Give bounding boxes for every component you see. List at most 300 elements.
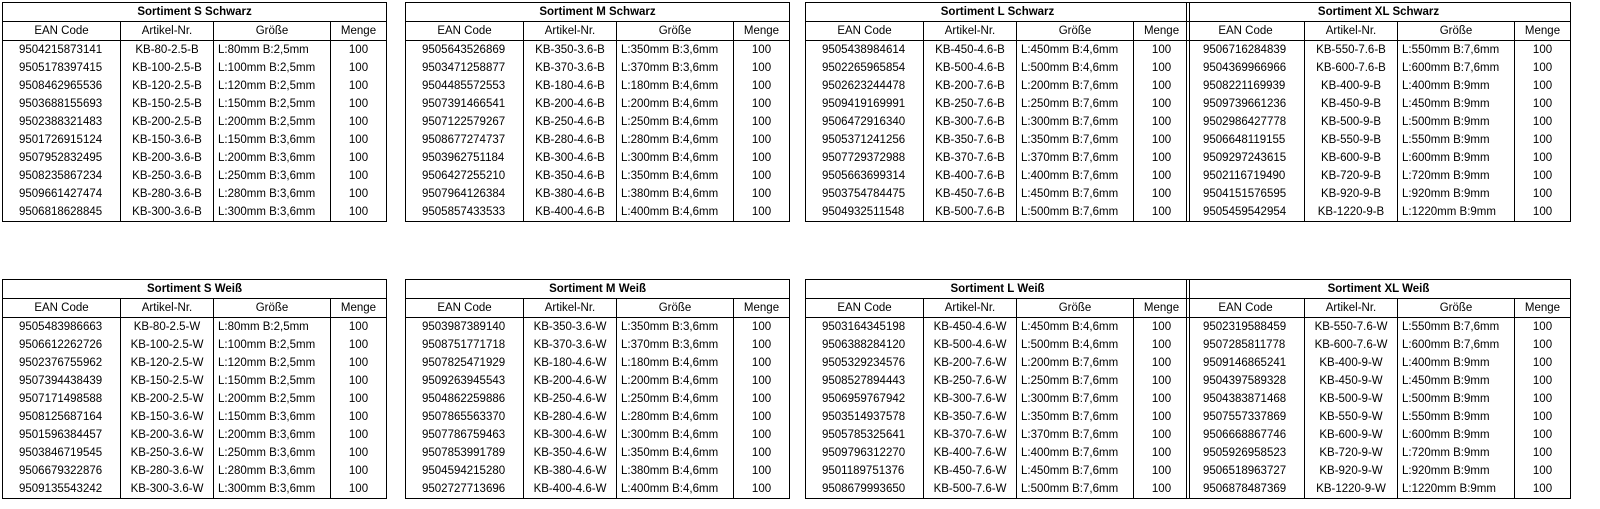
table-row xyxy=(806,131,1190,149)
table-row xyxy=(3,426,387,444)
menge-cell: 100 xyxy=(1515,336,1571,354)
groesse-cell: L:450mm B:4,6mm xyxy=(1017,41,1134,60)
groesse-cell: L:120mm B:2,5mm xyxy=(214,77,331,95)
groesse-cell: L:150mm B:2,5mm xyxy=(214,372,331,390)
table-row xyxy=(406,336,790,354)
menge-cell: 100 xyxy=(1134,131,1190,149)
ean-cell: 9505459542954 xyxy=(1187,203,1305,222)
menge-cell: 100 xyxy=(1134,41,1190,60)
table-row xyxy=(3,149,387,167)
menge-cell: 100 xyxy=(734,444,790,462)
ean-cell: 9506818628845 xyxy=(3,203,121,222)
table-row xyxy=(3,185,387,203)
table-row xyxy=(806,318,1190,337)
ean-cell: 9508677274737 xyxy=(406,131,524,149)
sortiment-table xyxy=(1186,279,1571,499)
menge-cell: 100 xyxy=(1515,59,1571,77)
artikel-cell: KB-350-3.6-B xyxy=(524,41,617,60)
artikel-cell: KB-180-4.6-W xyxy=(524,354,617,372)
ean-cell: 9504932511548 xyxy=(806,203,924,222)
table-row xyxy=(1187,372,1571,390)
menge-cell: 100 xyxy=(1134,185,1190,203)
menge-cell: 100 xyxy=(1134,167,1190,185)
ean-cell: 9507729372988 xyxy=(806,149,924,167)
groesse-cell: L:380mm B:4,6mm xyxy=(617,185,734,203)
ean-cell: 9507557337869 xyxy=(1187,408,1305,426)
ean-cell: 9506878487369 xyxy=(1187,480,1305,499)
ean-cell: 9508221169939 xyxy=(1187,77,1305,95)
table-row xyxy=(406,318,790,337)
column-header-menge: Menge xyxy=(734,22,790,41)
column-header-artikel: Artikel-Nr. xyxy=(924,22,1017,41)
column-header-artikel: Artikel-Nr. xyxy=(121,22,214,41)
ean-cell: 9509146865241 xyxy=(1187,354,1305,372)
groesse-cell: L:150mm B:3,6mm xyxy=(214,131,331,149)
artikel-cell: KB-200-4.6-W xyxy=(524,372,617,390)
sortiment-table xyxy=(805,2,1190,222)
menge-cell: 100 xyxy=(734,203,790,222)
ean-cell: 9508235867234 xyxy=(3,167,121,185)
ean-cell: 9507964126384 xyxy=(406,185,524,203)
artikel-cell: KB-200-3.6-W xyxy=(121,426,214,444)
table-row xyxy=(406,185,790,203)
table-row xyxy=(806,444,1190,462)
artikel-cell: KB-450-4.6-W xyxy=(924,318,1017,337)
table-row xyxy=(1187,59,1571,77)
ean-cell: 9506679322876 xyxy=(3,462,121,480)
table-row xyxy=(806,185,1190,203)
groesse-cell: L:150mm B:3,6mm xyxy=(214,408,331,426)
table-title: Sortiment L Schwarz xyxy=(806,3,1190,22)
menge-cell: 100 xyxy=(331,336,387,354)
table-row xyxy=(3,203,387,222)
ean-cell: 9502376755962 xyxy=(3,354,121,372)
groesse-cell: L:600mm B:9mm xyxy=(1398,149,1515,167)
menge-cell: 100 xyxy=(331,77,387,95)
groesse-cell: L:150mm B:2,5mm xyxy=(214,95,331,113)
table-row xyxy=(806,480,1190,499)
column-header-menge: Menge xyxy=(1134,22,1190,41)
table-row xyxy=(806,77,1190,95)
ean-cell: 9506518963727 xyxy=(1187,462,1305,480)
table-row xyxy=(406,426,790,444)
artikel-cell: KB-350-7.6-W xyxy=(924,408,1017,426)
ean-cell: 9508125687164 xyxy=(3,408,121,426)
sortiment-table xyxy=(805,279,1190,499)
ean-cell: 9505857433533 xyxy=(406,203,524,222)
menge-cell: 100 xyxy=(734,185,790,203)
ean-cell: 9506472916340 xyxy=(806,113,924,131)
menge-cell: 100 xyxy=(1134,444,1190,462)
menge-cell: 100 xyxy=(1515,318,1571,337)
menge-cell: 100 xyxy=(331,113,387,131)
artikel-cell: KB-150-2.5-B xyxy=(121,95,214,113)
groesse-cell: L:280mm B:3,6mm xyxy=(214,185,331,203)
groesse-cell: L:400mm B:9mm xyxy=(1398,354,1515,372)
ean-cell: 9506612262726 xyxy=(3,336,121,354)
column-header-menge: Menge xyxy=(1134,299,1190,318)
groesse-cell: L:100mm B:2,5mm xyxy=(214,59,331,77)
ean-cell: 9505663699314 xyxy=(806,167,924,185)
table-row xyxy=(406,113,790,131)
table-row xyxy=(1187,131,1571,149)
menge-cell: 100 xyxy=(331,444,387,462)
menge-cell: 100 xyxy=(1515,462,1571,480)
table-row xyxy=(806,203,1190,222)
ean-cell: 9507391466541 xyxy=(406,95,524,113)
ean-cell: 9505329234576 xyxy=(806,354,924,372)
table-row xyxy=(1187,336,1571,354)
menge-cell: 100 xyxy=(734,426,790,444)
groesse-cell: L:370mm B:7,6mm xyxy=(1017,149,1134,167)
table-row xyxy=(806,354,1190,372)
artikel-cell: KB-100-2.5-W xyxy=(121,336,214,354)
sortiment-table xyxy=(2,279,387,499)
artikel-cell: KB-250-7.6-W xyxy=(924,372,1017,390)
ean-cell: 9503164345198 xyxy=(806,318,924,337)
menge-cell: 100 xyxy=(734,167,790,185)
sortiment-table xyxy=(405,279,790,499)
artikel-cell: KB-100-2.5-B xyxy=(121,59,214,77)
table-row xyxy=(806,149,1190,167)
column-header-menge: Menge xyxy=(1515,22,1571,41)
groesse-cell: L:1220mm B:9mm xyxy=(1398,480,1515,499)
table-title: Sortiment XL Schwarz xyxy=(1187,3,1571,22)
groesse-cell: L:200mm B:3,6mm xyxy=(214,426,331,444)
artikel-cell: KB-500-9-B xyxy=(1305,113,1398,131)
menge-cell: 100 xyxy=(734,149,790,167)
groesse-cell: L:400mm B:9mm xyxy=(1398,77,1515,95)
menge-cell: 100 xyxy=(1134,354,1190,372)
ean-cell: 9501726915124 xyxy=(3,131,121,149)
ean-cell: 9504862259886 xyxy=(406,390,524,408)
artikel-cell: KB-450-9-W xyxy=(1305,372,1398,390)
menge-cell: 100 xyxy=(1515,185,1571,203)
column-header-groesse: Größe xyxy=(214,22,331,41)
artikel-cell: KB-300-7.6-W xyxy=(924,390,1017,408)
artikel-cell: KB-200-2.5-W xyxy=(121,390,214,408)
table-row xyxy=(1187,408,1571,426)
menge-cell: 100 xyxy=(1515,354,1571,372)
menge-cell: 100 xyxy=(1134,113,1190,131)
table-row xyxy=(3,318,387,337)
ean-cell: 9507285811778 xyxy=(1187,336,1305,354)
menge-cell: 100 xyxy=(331,426,387,444)
artikel-cell: KB-350-7.6-B xyxy=(924,131,1017,149)
table-row xyxy=(806,372,1190,390)
artikel-cell: KB-200-7.6-B xyxy=(924,77,1017,95)
menge-cell: 100 xyxy=(331,59,387,77)
column-header-ean: EAN Code xyxy=(806,299,924,318)
artikel-cell: KB-1220-9-W xyxy=(1305,480,1398,499)
artikel-cell: KB-300-3.6-W xyxy=(121,480,214,499)
menge-cell: 100 xyxy=(1515,167,1571,185)
ean-cell: 9508751771718 xyxy=(406,336,524,354)
menge-cell: 100 xyxy=(734,336,790,354)
ean-cell: 9502388321483 xyxy=(3,113,121,131)
table-row xyxy=(406,444,790,462)
groesse-cell: L:920mm B:9mm xyxy=(1398,185,1515,203)
ean-cell: 9503514937578 xyxy=(806,408,924,426)
artikel-cell: KB-250-4.6-B xyxy=(524,113,617,131)
artikel-cell: KB-280-3.6-W xyxy=(121,462,214,480)
table-row xyxy=(1187,95,1571,113)
menge-cell: 100 xyxy=(1515,480,1571,499)
artikel-cell: KB-280-4.6-W xyxy=(524,408,617,426)
artikel-cell: KB-500-9-W xyxy=(1305,390,1398,408)
table-row xyxy=(406,149,790,167)
menge-cell: 100 xyxy=(1134,480,1190,499)
groesse-cell: L:350mm B:3,6mm xyxy=(617,41,734,60)
menge-cell: 100 xyxy=(1134,426,1190,444)
artikel-cell: KB-450-9-B xyxy=(1305,95,1398,113)
groesse-cell: L:200mm B:4,6mm xyxy=(617,95,734,113)
groesse-cell: L:450mm B:9mm xyxy=(1398,95,1515,113)
table-title: Sortiment M Weiß xyxy=(406,280,790,299)
table-row xyxy=(406,203,790,222)
artikel-cell: KB-1220-9-B xyxy=(1305,203,1398,222)
groesse-cell: L:500mm B:7,6mm xyxy=(1017,480,1134,499)
groesse-cell: L:350mm B:4,6mm xyxy=(617,167,734,185)
table-row xyxy=(1187,203,1571,222)
table-row xyxy=(806,408,1190,426)
groesse-cell: L:300mm B:7,6mm xyxy=(1017,113,1134,131)
ean-cell: 9504485572553 xyxy=(406,77,524,95)
artikel-cell: KB-120-2.5-W xyxy=(121,354,214,372)
table-row xyxy=(806,462,1190,480)
ean-cell: 9507122579267 xyxy=(406,113,524,131)
artikel-cell: KB-200-7.6-W xyxy=(924,354,1017,372)
column-header-ean: EAN Code xyxy=(3,299,121,318)
ean-cell: 9504594215280 xyxy=(406,462,524,480)
groesse-cell: L:200mm B:7,6mm xyxy=(1017,354,1134,372)
sortiment-table xyxy=(405,2,790,222)
artikel-cell: KB-300-3.6-B xyxy=(121,203,214,222)
artikel-cell: KB-300-4.6-B xyxy=(524,149,617,167)
table-title: Sortiment S Schwarz xyxy=(3,3,387,22)
groesse-cell: L:920mm B:9mm xyxy=(1398,462,1515,480)
groesse-cell: L:80mm B:2,5mm xyxy=(214,318,331,337)
groesse-cell: L:500mm B:7,6mm xyxy=(1017,203,1134,222)
menge-cell: 100 xyxy=(1515,131,1571,149)
ean-cell: 9506427255210 xyxy=(406,167,524,185)
table-row xyxy=(1187,462,1571,480)
ean-cell: 9505371241256 xyxy=(806,131,924,149)
groesse-cell: L:120mm B:2,5mm xyxy=(214,354,331,372)
ean-cell: 9502623244478 xyxy=(806,77,924,95)
ean-cell: 9505785325641 xyxy=(806,426,924,444)
menge-cell: 100 xyxy=(1134,372,1190,390)
menge-cell: 100 xyxy=(1134,59,1190,77)
artikel-cell: KB-200-2.5-B xyxy=(121,113,214,131)
column-header-menge: Menge xyxy=(1515,299,1571,318)
menge-cell: 100 xyxy=(331,318,387,337)
artikel-cell: KB-370-7.6-B xyxy=(924,149,1017,167)
groesse-cell: L:550mm B:7,6mm xyxy=(1398,41,1515,60)
artikel-cell: KB-250-3.6-B xyxy=(121,167,214,185)
table-title: Sortiment L Weiß xyxy=(806,280,1190,299)
ean-cell: 9503987389140 xyxy=(406,318,524,337)
table-row xyxy=(806,426,1190,444)
artikel-cell: KB-200-4.6-B xyxy=(524,95,617,113)
groesse-cell: L:600mm B:7,6mm xyxy=(1398,59,1515,77)
groesse-cell: L:350mm B:7,6mm xyxy=(1017,131,1134,149)
groesse-cell: L:250mm B:7,6mm xyxy=(1017,95,1134,113)
menge-cell: 100 xyxy=(1515,444,1571,462)
table-row xyxy=(1187,480,1571,499)
table-row xyxy=(3,462,387,480)
groesse-cell: L:370mm B:3,6mm xyxy=(617,336,734,354)
menge-cell: 100 xyxy=(734,59,790,77)
ean-cell: 9504215873141 xyxy=(3,41,121,60)
ean-cell: 9507825471929 xyxy=(406,354,524,372)
ean-cell: 9502265965854 xyxy=(806,59,924,77)
ean-cell: 9506648119155 xyxy=(1187,131,1305,149)
menge-cell: 100 xyxy=(331,149,387,167)
artikel-cell: KB-400-7.6-W xyxy=(924,444,1017,462)
artikel-cell: KB-600-9-B xyxy=(1305,149,1398,167)
column-header-groesse: Größe xyxy=(214,299,331,318)
groesse-cell: L:400mm B:4,6mm xyxy=(617,480,734,499)
menge-cell: 100 xyxy=(331,390,387,408)
artikel-cell: KB-250-3.6-W xyxy=(121,444,214,462)
ean-cell: 9506388284120 xyxy=(806,336,924,354)
artikel-cell: KB-370-3.6-B xyxy=(524,59,617,77)
artikel-cell: KB-400-4.6-W xyxy=(524,480,617,499)
ean-cell: 9506716284839 xyxy=(1187,41,1305,60)
ean-cell: 9507952832495 xyxy=(3,149,121,167)
ean-cell: 9502727713696 xyxy=(406,480,524,499)
groesse-cell: L:300mm B:3,6mm xyxy=(214,480,331,499)
groesse-cell: L:200mm B:2,5mm xyxy=(214,390,331,408)
menge-cell: 100 xyxy=(734,462,790,480)
ean-cell: 9507853991789 xyxy=(406,444,524,462)
column-header-ean: EAN Code xyxy=(406,299,524,318)
menge-cell: 100 xyxy=(734,390,790,408)
ean-cell: 9502986427778 xyxy=(1187,113,1305,131)
groesse-cell: L:550mm B:7,6mm xyxy=(1398,318,1515,337)
table-row xyxy=(3,444,387,462)
ean-cell: 9503471258877 xyxy=(406,59,524,77)
groesse-cell: L:300mm B:3,6mm xyxy=(214,203,331,222)
groesse-cell: L:280mm B:3,6mm xyxy=(214,462,331,480)
groesse-cell: L:280mm B:4,6mm xyxy=(617,131,734,149)
artikel-cell: KB-450-7.6-B xyxy=(924,185,1017,203)
table-row xyxy=(1187,77,1571,95)
menge-cell: 100 xyxy=(1515,426,1571,444)
groesse-cell: L:400mm B:7,6mm xyxy=(1017,444,1134,462)
artikel-cell: KB-400-4.6-B xyxy=(524,203,617,222)
groesse-cell: L:250mm B:3,6mm xyxy=(214,167,331,185)
artikel-cell: KB-350-3.6-W xyxy=(524,318,617,337)
artikel-cell: KB-500-4.6-B xyxy=(924,59,1017,77)
artikel-cell: KB-400-9-B xyxy=(1305,77,1398,95)
column-header-groesse: Größe xyxy=(1017,22,1134,41)
artikel-cell: KB-380-4.6-B xyxy=(524,185,617,203)
menge-cell: 100 xyxy=(331,372,387,390)
table-title: Sortiment S Weiß xyxy=(3,280,387,299)
menge-cell: 100 xyxy=(1134,462,1190,480)
column-header-ean: EAN Code xyxy=(1187,299,1305,318)
artikel-cell: KB-450-4.6-B xyxy=(924,41,1017,60)
artikel-cell: KB-380-4.6-W xyxy=(524,462,617,480)
menge-cell: 100 xyxy=(734,131,790,149)
table-row xyxy=(406,408,790,426)
groesse-cell: L:80mm B:2,5mm xyxy=(214,41,331,60)
ean-cell: 9509297243615 xyxy=(1187,149,1305,167)
groesse-cell: L:550mm B:9mm xyxy=(1398,408,1515,426)
menge-cell: 100 xyxy=(1515,149,1571,167)
table-row xyxy=(3,408,387,426)
groesse-cell: L:370mm B:3,6mm xyxy=(617,59,734,77)
artikel-cell: KB-300-7.6-B xyxy=(924,113,1017,131)
table-row xyxy=(406,390,790,408)
menge-cell: 100 xyxy=(1515,41,1571,60)
column-header-ean: EAN Code xyxy=(1187,22,1305,41)
table-row xyxy=(406,167,790,185)
table-row xyxy=(3,113,387,131)
menge-cell: 100 xyxy=(331,41,387,60)
artikel-cell: KB-500-4.6-W xyxy=(924,336,1017,354)
ean-cell: 9504383871468 xyxy=(1187,390,1305,408)
menge-cell: 100 xyxy=(734,408,790,426)
column-header-groesse: Größe xyxy=(1017,299,1134,318)
artikel-cell: KB-500-7.6-W xyxy=(924,480,1017,499)
menge-cell: 100 xyxy=(1134,149,1190,167)
menge-cell: 100 xyxy=(331,480,387,499)
groesse-cell: L:250mm B:7,6mm xyxy=(1017,372,1134,390)
ean-cell: 9509796312270 xyxy=(806,444,924,462)
column-header-groesse: Größe xyxy=(1398,22,1515,41)
groesse-cell: L:720mm B:9mm xyxy=(1398,167,1515,185)
table-row xyxy=(3,59,387,77)
groesse-cell: L:500mm B:9mm xyxy=(1398,113,1515,131)
menge-cell: 100 xyxy=(331,131,387,149)
table-row xyxy=(806,167,1190,185)
menge-cell: 100 xyxy=(1515,203,1571,222)
menge-cell: 100 xyxy=(734,318,790,337)
artikel-cell: KB-550-9-B xyxy=(1305,131,1398,149)
artikel-cell: KB-280-3.6-B xyxy=(121,185,214,203)
column-header-menge: Menge xyxy=(331,299,387,318)
column-header-artikel: Artikel-Nr. xyxy=(924,299,1017,318)
table-row xyxy=(1187,113,1571,131)
artikel-cell: KB-500-7.6-B xyxy=(924,203,1017,222)
column-header-artikel: Artikel-Nr. xyxy=(524,22,617,41)
groesse-cell: L:250mm B:4,6mm xyxy=(617,113,734,131)
ean-cell: 9505643526869 xyxy=(406,41,524,60)
menge-cell: 100 xyxy=(1515,408,1571,426)
groesse-cell: L:300mm B:4,6mm xyxy=(617,149,734,167)
artikel-cell: KB-250-7.6-B xyxy=(924,95,1017,113)
ean-cell: 9507171498588 xyxy=(3,390,121,408)
menge-cell: 100 xyxy=(1515,113,1571,131)
table-row xyxy=(1187,149,1571,167)
groesse-cell: L:200mm B:4,6mm xyxy=(617,372,734,390)
table-row xyxy=(806,41,1190,60)
artikel-cell: KB-400-7.6-B xyxy=(924,167,1017,185)
table-row xyxy=(406,41,790,60)
menge-cell: 100 xyxy=(1134,203,1190,222)
ean-cell: 9502116719490 xyxy=(1187,167,1305,185)
groesse-cell: L:500mm B:4,6mm xyxy=(1017,59,1134,77)
groesse-cell: L:350mm B:7,6mm xyxy=(1017,408,1134,426)
artikel-cell: KB-350-4.6-B xyxy=(524,167,617,185)
table-row xyxy=(3,77,387,95)
menge-cell: 100 xyxy=(1134,336,1190,354)
table-row xyxy=(3,480,387,499)
ean-cell: 9503688155693 xyxy=(3,95,121,113)
